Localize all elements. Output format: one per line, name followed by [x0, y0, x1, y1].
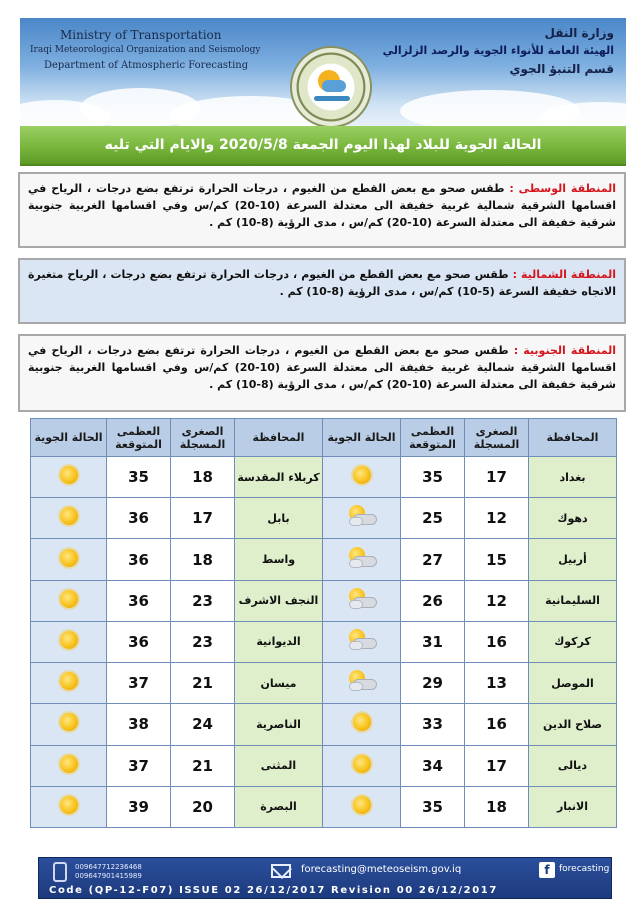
max-temp-cell: 25	[401, 498, 465, 539]
governorate-cell: الموصل	[529, 663, 617, 704]
condition-cell	[323, 663, 401, 704]
min-temp-cell: 12	[465, 498, 529, 539]
min-temp-cell: 12	[465, 580, 529, 621]
governorate-cell: البصرة	[235, 786, 323, 827]
max-temp-cell: 33	[401, 704, 465, 745]
ministry-name-en: Ministry of Transportation	[60, 28, 222, 42]
governorate-cell: ديالى	[529, 745, 617, 786]
header-governorate: المحافظة	[235, 419, 323, 457]
facebook-link[interactable]: forecasting	[559, 864, 610, 874]
table-row	[31, 621, 617, 662]
governorate-cell: كركوك	[529, 621, 617, 662]
email-icon	[271, 864, 291, 878]
condition-cell	[31, 704, 107, 745]
condition-cell	[31, 498, 107, 539]
condition-cell	[323, 457, 401, 498]
table-row	[31, 539, 617, 580]
sun-icon	[353, 755, 371, 773]
min-temp-cell: 24	[171, 704, 235, 745]
governorate-cell: السليمانية	[529, 580, 617, 621]
governorate-cell: الانبار	[529, 786, 617, 827]
region-south-name: المنطقة الجنوبية :	[513, 344, 616, 357]
header-banner	[20, 18, 626, 126]
min-temp-cell: 18	[171, 539, 235, 580]
min-temp-cell: 16	[465, 621, 529, 662]
max-temp-cell: 36	[107, 621, 171, 662]
min-temp-cell: 21	[171, 663, 235, 704]
min-temp-cell: 17	[171, 498, 235, 539]
min-temp-cell: 21	[171, 745, 235, 786]
partly-cloudy-icon	[345, 505, 379, 527]
table-row	[31, 745, 617, 786]
organization-logo-icon	[290, 46, 372, 126]
sun-icon	[60, 713, 78, 731]
governorate-cell: الناصرية	[235, 704, 323, 745]
email-link[interactable]: forecasting@meteoseism.gov.iq	[301, 864, 462, 875]
header-min-recorded: الصغرى المسجلة	[171, 419, 235, 457]
governorate-cell: دهوك	[529, 498, 617, 539]
phone-icon	[53, 862, 67, 882]
header-condition: الحالة الجوية	[323, 419, 401, 457]
sun-icon	[353, 466, 371, 484]
condition-cell	[323, 539, 401, 580]
phone-number-2: 009647901415989	[75, 872, 142, 880]
table-row	[31, 498, 617, 539]
min-temp-cell: 17	[465, 457, 529, 498]
organization-name-en: Iraqi Meteorological Organization and Seismology	[30, 45, 261, 55]
max-temp-cell: 27	[401, 539, 465, 580]
governorate-cell: أربيل	[529, 539, 617, 580]
region-central-text: طقس صحو مع بعض القطع من الغيوم ، درجات الحرارة ترتفع بضع درجات ، الرياح في اقسامها الشرقية شمالية غربية خفيفة الى معتدلة السرعة (10-20) كم/س وفي اقسامها الغربية جنوبية شرقية خفيفة الى معتدلة السرعة (10-20) كم/س ، مدى الرؤية (8-10) كم .	[28, 182, 616, 229]
table-row	[31, 663, 617, 704]
max-temp-cell: 37	[107, 663, 171, 704]
max-temp-cell: 37	[107, 745, 171, 786]
partly-cloudy-icon	[345, 629, 379, 651]
header-governorate: المحافظة	[529, 419, 617, 457]
sun-icon	[353, 796, 371, 814]
ministry-name-ar: وزارة النقل	[544, 26, 614, 40]
governorate-cell: ميسان	[235, 663, 323, 704]
footer-bar	[38, 857, 612, 899]
sun-icon	[60, 755, 78, 773]
region-north-panel	[18, 258, 626, 324]
min-temp-cell: 17	[465, 745, 529, 786]
min-temp-cell: 13	[465, 663, 529, 704]
phone-numbers	[75, 863, 142, 881]
header-arabic-block	[383, 24, 614, 78]
region-north-name: المنطقة الشمالية :	[512, 268, 616, 281]
document-code: Code (QP-12-F07) ISSUE 02 26/12/2017 Revision 00 26/12/2017	[49, 885, 498, 896]
condition-cell	[31, 786, 107, 827]
table-row	[31, 786, 617, 827]
condition-cell	[31, 663, 107, 704]
sun-icon	[60, 466, 78, 484]
min-temp-cell: 18	[171, 457, 235, 498]
table-header-row	[31, 419, 617, 457]
region-north-text: طقس صحو مع بعض القطع من الغيوم ، درجات الحرارة ترتفع بضع درجات ، الرياح متغيرة الاتجاه خفيفة السرعة (5-10) كم/س ، مدى الرؤية (8-10) كم .	[28, 268, 616, 298]
max-temp-cell: 39	[107, 786, 171, 827]
max-temp-cell: 38	[107, 704, 171, 745]
condition-cell	[31, 580, 107, 621]
condition-cell	[323, 704, 401, 745]
table-row	[31, 704, 617, 745]
header-max-expected: العظمى المتوقعة	[401, 419, 465, 457]
max-temp-cell: 36	[107, 539, 171, 580]
condition-cell	[31, 621, 107, 662]
region-south-panel	[18, 334, 626, 412]
condition-cell	[323, 498, 401, 539]
page-title: الحالة الجوية للبلاد لهذا اليوم الجمعة 2020/5/8 والايام التي تليه	[20, 126, 626, 166]
partly-cloudy-icon	[345, 588, 379, 610]
max-temp-cell: 34	[401, 745, 465, 786]
sun-icon	[60, 672, 78, 690]
department-name-ar: قسم التنبؤ الجوي	[509, 62, 614, 76]
phone-number-1: 009647712236468	[75, 863, 142, 871]
max-temp-cell: 31	[401, 621, 465, 662]
min-temp-cell: 16	[465, 704, 529, 745]
governorate-cell: الديوانية	[235, 621, 323, 662]
sun-icon	[60, 590, 78, 608]
governorate-cell: النجف الاشرف	[235, 580, 323, 621]
max-temp-cell: 36	[107, 580, 171, 621]
condition-cell	[31, 457, 107, 498]
table-row	[31, 580, 617, 621]
forecast-table	[30, 418, 617, 828]
table-row	[31, 457, 617, 498]
facebook-icon: f	[539, 862, 555, 878]
sun-icon	[60, 549, 78, 567]
partly-cloudy-icon	[345, 670, 379, 692]
min-temp-cell: 23	[171, 621, 235, 662]
header-max-expected: العظمى المتوقعة	[107, 419, 171, 457]
max-temp-cell: 35	[401, 457, 465, 498]
governorate-cell: المثنى	[235, 745, 323, 786]
condition-cell	[31, 539, 107, 580]
governorate-cell: بغداد	[529, 457, 617, 498]
header-english-block	[30, 28, 260, 73]
region-south-text: طقس صحو مع بعض القطع من الغيوم ، درجات الحرارة ترتفع بضع درجات ، الرياح في اقسامها الشرقية شمالية غربية خفيفة الى معتدلة السرعة (10-20) كم/س وفي اقسامها الغربية جنوبية شرقية خفيفة الى معتدلة السرعة (10-20) كم/س ، مدى الرؤية (8-10) كم .	[28, 344, 616, 391]
sun-icon	[60, 796, 78, 814]
condition-cell	[323, 786, 401, 827]
max-temp-cell: 29	[401, 663, 465, 704]
max-temp-cell: 36	[107, 498, 171, 539]
header-min-recorded: الصغرى المسجلة	[465, 419, 529, 457]
region-central-name: المنطقة الوسطى :	[509, 182, 616, 195]
min-temp-cell: 20	[171, 786, 235, 827]
organization-name-ar: الهيئة العامة للأنواء الجوية والرصد الزلزالي	[382, 44, 614, 57]
partly-cloudy-icon	[345, 547, 379, 569]
department-name-en: Department of Atmospheric Forecasting	[44, 60, 249, 71]
governorate-cell: بابل	[235, 498, 323, 539]
condition-cell	[323, 745, 401, 786]
region-central-panel	[18, 172, 626, 248]
max-temp-cell: 35	[401, 786, 465, 827]
governorate-cell: صلاح الدين	[529, 704, 617, 745]
header-condition: الحالة الجوية	[31, 419, 107, 457]
condition-cell	[31, 745, 107, 786]
condition-cell	[323, 621, 401, 662]
governorate-cell: كربلاء المقدسة	[235, 457, 323, 498]
min-temp-cell: 23	[171, 580, 235, 621]
sun-icon	[60, 631, 78, 649]
sun-icon	[353, 713, 371, 731]
condition-cell	[323, 580, 401, 621]
max-temp-cell: 35	[107, 457, 171, 498]
max-temp-cell: 26	[401, 580, 465, 621]
governorate-cell: واسط	[235, 539, 323, 580]
min-temp-cell: 18	[465, 786, 529, 827]
sun-icon	[60, 507, 78, 525]
min-temp-cell: 15	[465, 539, 529, 580]
